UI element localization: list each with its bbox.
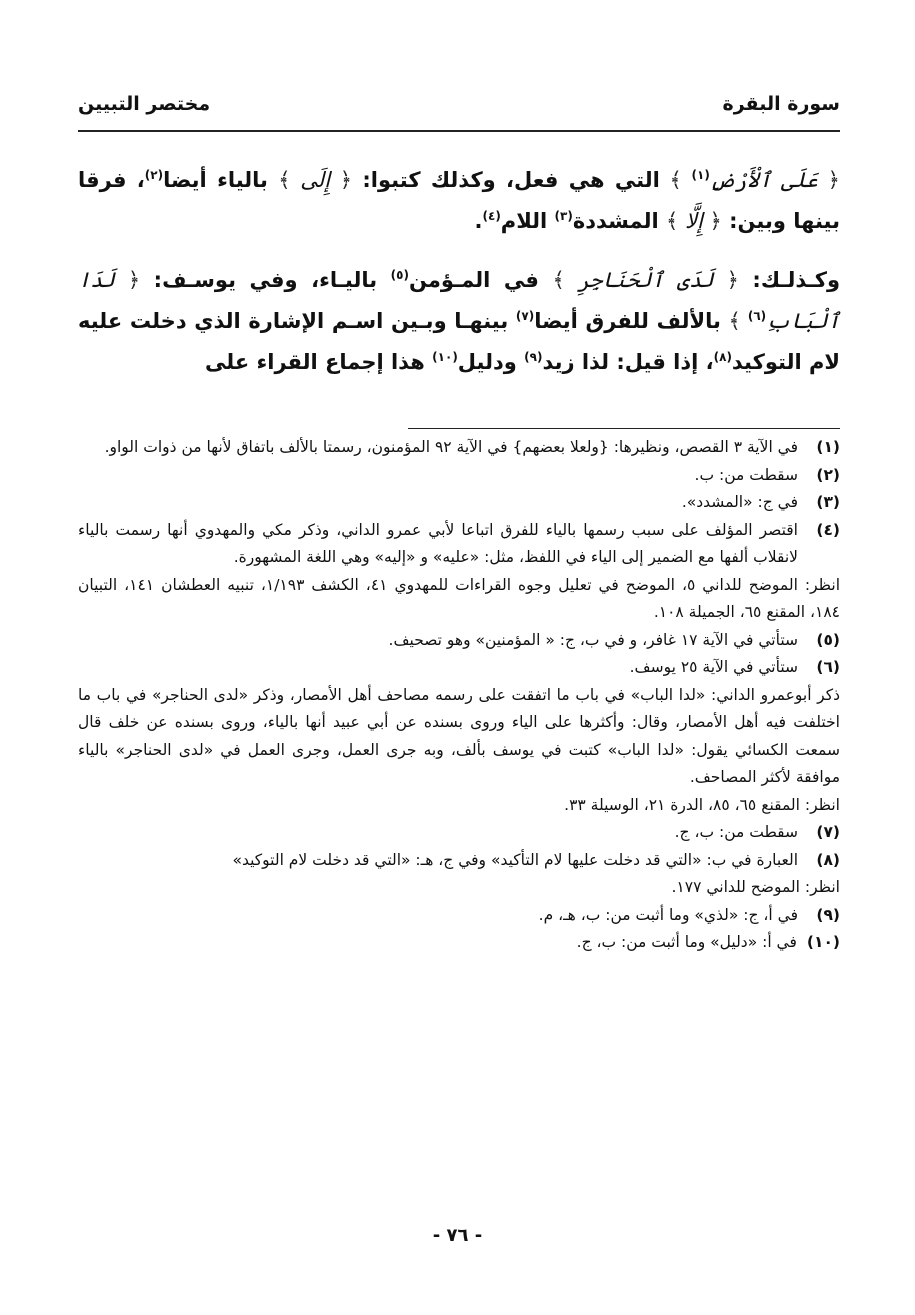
footnote-ref: (١٠): [432, 350, 458, 364]
footnotes: [78, 434, 840, 957]
footnote-number: (٢): [816, 465, 840, 484]
footnote-text: ستأتي في الآية ٢٥ يوسف.: [629, 658, 798, 676]
footnote-number: (٦): [816, 658, 840, 676]
footnote-ref: (٨): [713, 350, 732, 364]
text-run: بالياء أيضا: [163, 168, 279, 192]
footnote-continuation: ذكر أبوعمرو الداني: «لدا الباب» في باب ما اتفقت على رسمه مصاحف أهل الأمصار، وذكر «لدى الحناجر» في باب ما اختلفت فيه أهل الأمصار، وقال: وأكثرها على الياء وروى بسنده عن أبي عبيد أنها بالياء، وروى بسنده عن خلف قال سمعت الكسائي يقول: «لدا الباب» كتبت في يوسف بألف، وبه جرى العمل، وجرى العمل في «لدى الحناجر» بالياء موافقة لأكثر المصاحف.: [78, 685, 840, 786]
quran-word: عَلَى ٱلْأَرْضِ: [709, 168, 828, 192]
text-run: اللام: [500, 209, 555, 233]
running-header: [78, 88, 840, 120]
paragraph-2: [78, 260, 840, 383]
quran-word: لَدَى ٱلْحَنَاجِرِ: [564, 268, 727, 292]
footnote-number: (٩): [816, 905, 840, 924]
footnote-number: (١): [816, 438, 840, 456]
footnote-ref: (٣): [554, 209, 573, 223]
quran-word: إِلَّا: [678, 209, 710, 233]
ornate-bracket: ﴿: [127, 268, 141, 292]
footnote: [78, 819, 840, 847]
text-run: في المـؤمن: [408, 268, 553, 292]
footnote-number: (٥): [816, 630, 840, 649]
text-run: بالألف للفرق أيضا: [534, 309, 729, 333]
footnote-ref: (٦): [747, 309, 767, 323]
footnote: [78, 434, 840, 462]
footnote-text: اقتصر المؤلف على سبب رسمها بالياء للفرق اتباعا لأبي عمرو الداني، وذكر مكي والمهدوي أنها رسمت بالياء لانقلاب ألفها مع الضمير إلى الياء في اللفظ، مثل: «عليه» و «إليه» وهي اللغة المشهورة.: [78, 520, 798, 566]
footnote-continuation: انظر: الموضح للداني ١٧٧.: [671, 878, 840, 896]
quran-word: لَدَا ٱلْبَابِ: [78, 268, 840, 333]
footnote-ref: (١): [691, 168, 710, 182]
footnote: [78, 517, 840, 572]
ornate-bracket: ﴾: [278, 168, 291, 192]
header-rule: [78, 130, 840, 132]
footnote: [78, 489, 840, 517]
text-run: هذا إجماع القراء على: [205, 350, 433, 374]
footnote: [78, 902, 840, 930]
text-run: بينهـا وبـين اسـم الإشارة الذي دخلت عليه لام التوكيد: [78, 309, 840, 374]
footnote-text: سقطت من: ب، ج.: [674, 823, 798, 841]
text-run: .: [474, 209, 483, 233]
footnote-ref: (٧): [515, 309, 535, 323]
footnote-continuation: انظر: الموضح للداني ٥، الموضح في تعليل وجوه القراءات للمهدوي ٤١، الكشف ١/١٩٣، تنبيه العطشان ١٤١، التبيان ١٨٤، المقنع ٦٥، الجميلة ١٠٨.: [78, 575, 841, 621]
ornate-bracket: ﴿: [726, 268, 739, 292]
text-run: وكـذلـك:: [738, 268, 841, 292]
ornate-bracket: ﴾: [552, 268, 565, 292]
ornate-bracket: ﴿: [827, 168, 840, 192]
main-text: [78, 160, 840, 383]
ornate-bracket: ﴿: [339, 168, 353, 192]
footnote-number: (٧): [816, 823, 840, 841]
footnote-text: في ج: «المشدد».: [681, 493, 798, 511]
ornate-bracket: ﴾: [665, 209, 679, 233]
footnote-separator: [408, 428, 840, 429]
footnote-number: (١٠): [806, 933, 840, 951]
book-title: مختصر التبيين: [78, 93, 211, 115]
ornate-bracket: ﴾: [728, 309, 748, 333]
footnote-number: (٤): [816, 520, 840, 539]
quran-word: إِلَى: [290, 168, 340, 192]
text-run: ، فرقا بينها وبين:: [78, 168, 840, 233]
ornate-bracket: ﴾: [659, 168, 692, 192]
ornate-bracket: ﴿: [709, 209, 722, 233]
footnote-text: في أ: «دليل» وما أثبت من: ب، ج.: [576, 933, 797, 951]
surah-title: سورة البقرة: [722, 93, 840, 115]
footnote-continuation: انظر: المقنع ٦٥، ٨٥، الدرة ٢١، الوسيلة ٣٣.: [564, 795, 840, 814]
footnote-text: العبارة في ب: «التي قد دخلت عليها لام التأكيد» وفي ج، هـ: «التي قد دخلت لام التوكيد»: [232, 850, 798, 869]
footnote: [78, 654, 840, 682]
text-run: باليـاء، وفي يوسـف:: [140, 268, 391, 292]
text-run: التي هي فعل، وكذلك كتبوا:: [352, 168, 660, 192]
footnote-number: (٣): [816, 493, 840, 511]
footnote: [78, 627, 840, 655]
footnote: [78, 462, 840, 490]
footnote-ref: (٩): [524, 350, 543, 364]
footnote: [78, 847, 840, 875]
footnote: [78, 929, 840, 957]
footnote-text: في الآية ٣ القصص، ونظيرها: {ولعلا بعضهم} في الآية ٩٢ المؤمنون، رسمتا بالألف باتفاق لأنها من ذوات الواو.: [104, 438, 798, 456]
footnote-text: سقطت من: ب.: [694, 465, 798, 484]
text-run: ودليل: [457, 350, 525, 374]
footnote-text: ستأتي في الآية ١٧ غافر، و في ب، ج: « المؤمنين» وهو تصحيف.: [388, 630, 798, 649]
text-run: المشددة: [572, 209, 666, 233]
footnote-number: (٨): [816, 850, 840, 869]
text-run: ، إذا قيل: لذا زيد: [542, 350, 714, 374]
page-number: - ٧٦ -: [432, 1225, 483, 1246]
footnote-ref: (٢): [144, 168, 164, 182]
footnote-ref: (٥): [390, 268, 409, 282]
paragraph-1: [78, 160, 840, 242]
footnote-ref: (٤): [482, 209, 501, 223]
footnote-text: في أ، ج: «لذي» وما أثبت من: ب، هـ، م.: [538, 905, 798, 924]
